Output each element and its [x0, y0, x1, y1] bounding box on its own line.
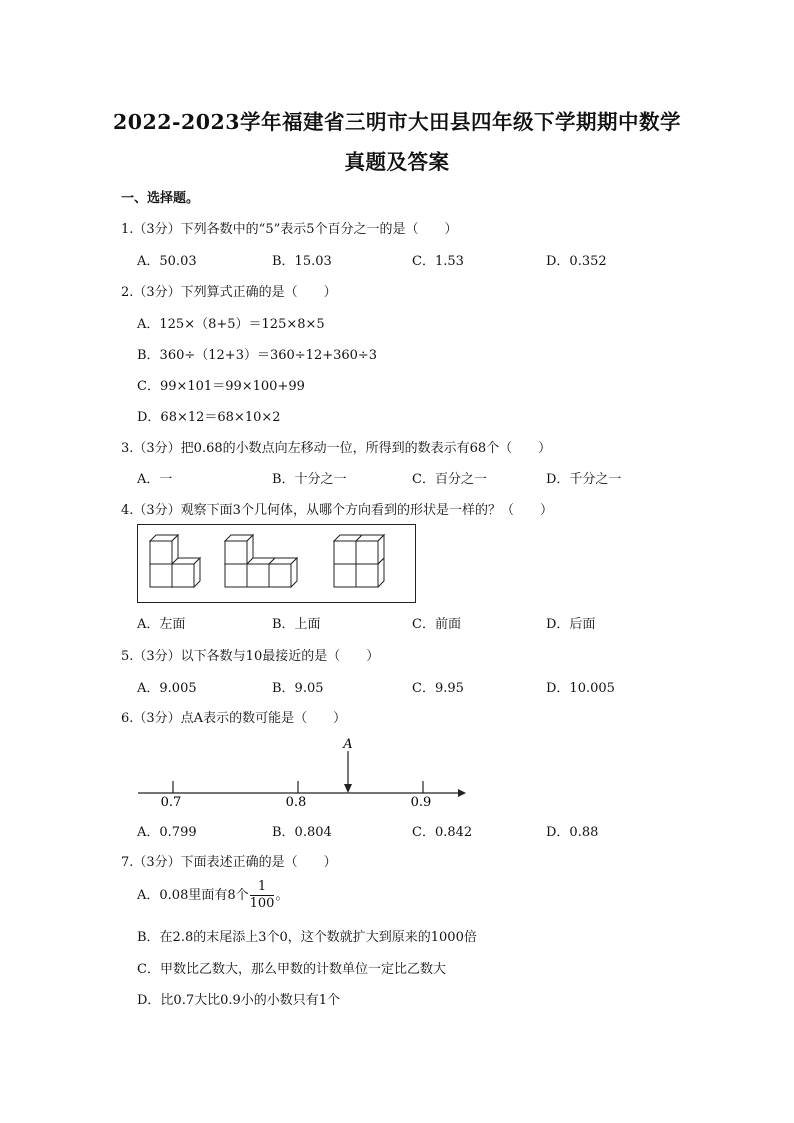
- question-5-stem: 5.（3分）以下各数与10最接近的是（ ）: [121, 649, 380, 664]
- section-heading: 一、选择题。: [121, 191, 200, 206]
- q5-option-d: D．10.005: [546, 681, 615, 696]
- q2-option-d: D．68×12＝68×10×2: [137, 410, 281, 425]
- question-1-stem: 1.（3分）下列各数中的“5”表示5个百分之一的是（ ）: [121, 222, 458, 237]
- question-3-stem: 3.（3分）把0.68的小数点向左移动一位，所得到的数表示有68个（ ）: [121, 441, 552, 456]
- q6-option-c: C．0.842: [412, 825, 473, 840]
- q7-option-a-suffix: 。: [275, 888, 289, 903]
- q2-option-a: A．125×（8+5）＝125×8×5: [137, 317, 325, 332]
- q5-option-b: B．9.05: [272, 681, 324, 696]
- q3-option-b: B．十分之一: [272, 472, 347, 487]
- q5-option-c: C．9.95: [412, 681, 464, 696]
- q1-option-c: C．1.53: [412, 254, 464, 269]
- question-6-stem: 6.（3分）点A表示的数可能是（ ）: [121, 711, 347, 726]
- fraction-denominator: 100: [249, 896, 275, 911]
- point-a-arrowhead: [344, 784, 352, 793]
- q7-option-c: C．甲数比乙数大，那么甲数的计数单位一定比乙数大: [137, 962, 446, 977]
- question-4-stem: 4.（3分）观察下面3个几何体，从哪个方向看到的形状是一样的？（ ）: [121, 503, 553, 518]
- q7-option-a: [137, 879, 288, 912]
- q6-option-b: B．0.804: [272, 825, 332, 840]
- point-a-label: A: [343, 737, 353, 752]
- question-2-stem: 2.（3分）下列算式正确的是（ ）: [121, 285, 337, 300]
- question-7-stem: 7.（3分）下面表述正确的是（ ）: [121, 855, 337, 870]
- tick-label-0-7: 0.7: [160, 795, 182, 810]
- q1-option-a: A．50.03: [137, 254, 197, 269]
- q6-option-a: A．0.799: [137, 825, 197, 840]
- doc-title-line1: 2022-2023学年福建省三明市大田县四年级下学期期中数学: [112, 110, 682, 134]
- q4-option-c: C．前面: [412, 617, 461, 632]
- q4-option-d: D．后面: [546, 617, 596, 632]
- q1-option-b: B．15.03: [272, 254, 332, 269]
- q4-option-a: A．左面: [137, 617, 186, 632]
- q2-option-c: C．99×101＝99×100+99: [137, 379, 305, 394]
- tick-label-0-9: 0.9: [410, 795, 432, 810]
- q7-option-d: D．比0.7大比0.9小的小数只有1个: [137, 993, 341, 1008]
- q1-option-d: D．0.352: [546, 254, 607, 269]
- q3-option-d: D．千分之一: [546, 472, 622, 487]
- tick-label-0-8: 0.8: [285, 795, 307, 810]
- q5-option-a: A．9.005: [137, 681, 197, 696]
- q3-option-c: C．百分之一: [412, 472, 487, 487]
- number-line-arrowhead: [458, 789, 466, 797]
- q2-option-b: B．360÷（12+3）＝360÷12+360÷3: [137, 348, 378, 363]
- doc-title-line2: 真题及答案: [344, 150, 450, 174]
- q7-option-b: B．在2.8的末尾添上3个0，这个数就扩大到原来的1000倍: [137, 930, 477, 945]
- q7-option-a-prefix: A．0.08里面有8个: [137, 888, 249, 903]
- q6-option-d: D．0.88: [546, 825, 599, 840]
- fraction-numerator: 1: [250, 879, 275, 896]
- q3-option-a: A．一: [137, 472, 173, 487]
- q4-option-b: B．上面: [272, 617, 321, 632]
- fraction-one-hundredth: [250, 879, 275, 912]
